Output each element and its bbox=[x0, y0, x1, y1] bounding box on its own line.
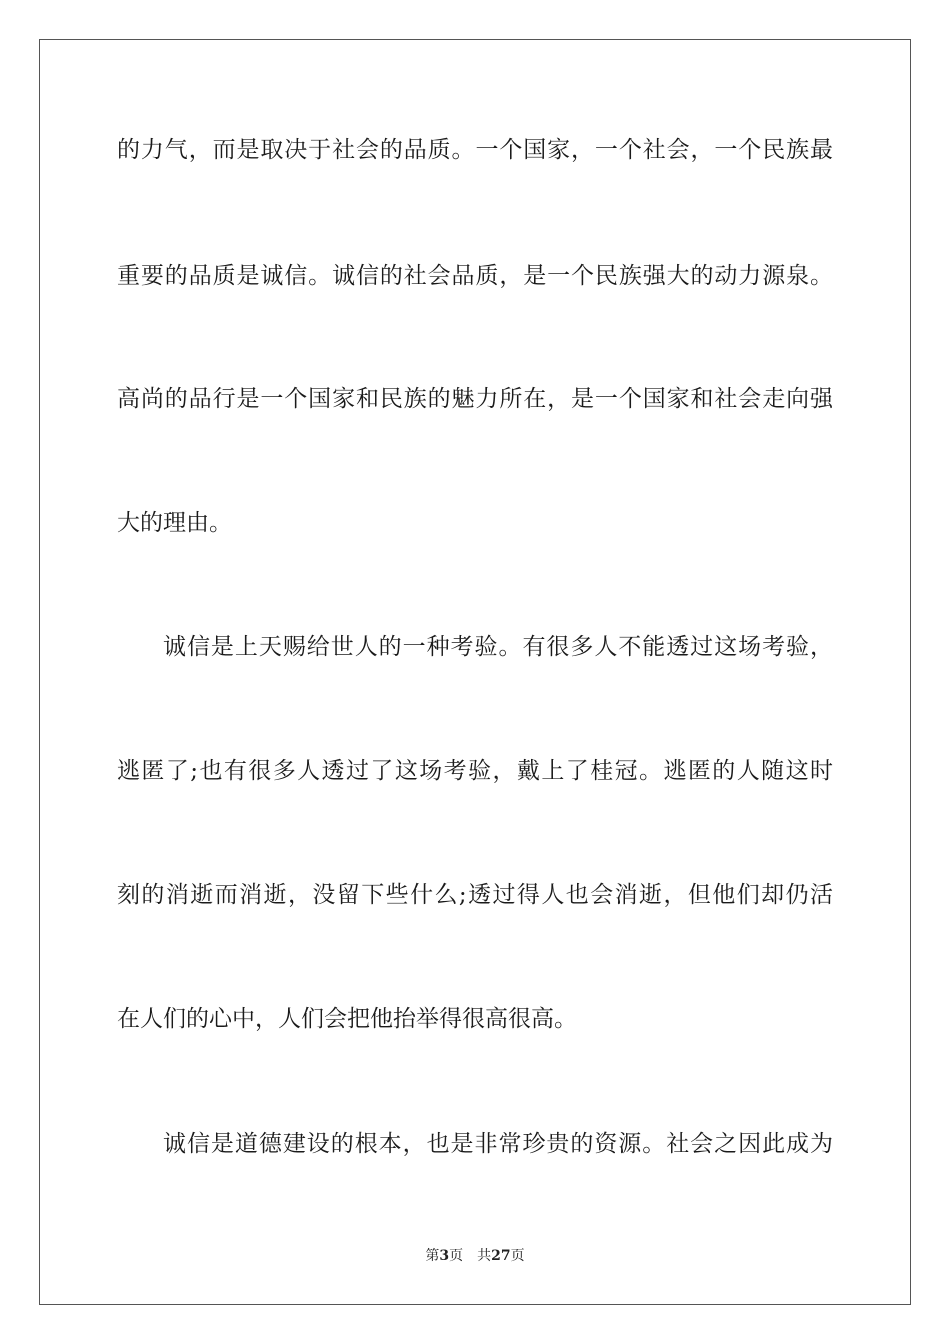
page-frame bbox=[39, 39, 911, 1305]
footer-total-pages: 27 bbox=[491, 1248, 511, 1264]
body-line-2: 重要的品质是诚信。诚信的社会品质，是一个民族强大的动力源泉。 bbox=[117, 263, 833, 289]
body-line-6: 逃匿了;也有很多人透过了这场考验，戴上了桂冠。逃匿的人随这时 bbox=[117, 758, 833, 784]
footer-page-suffix: 页 bbox=[449, 1248, 464, 1264]
body-line-9: 诚信是道德建设的根本，也是非常珍贵的资源。社会之因此成为 bbox=[163, 1131, 833, 1157]
body-line-8: 在人们的心中，人们会把他抬举得很高很高。 bbox=[117, 1006, 577, 1032]
footer-total-suffix: 页 bbox=[510, 1248, 525, 1264]
footer-page-prefix: 第 bbox=[425, 1248, 440, 1264]
body-line-1: 的力气，而是取决于社会的品质。一个国家，一个社会，一个民族最 bbox=[117, 137, 833, 163]
body-line-3: 高尚的品行是一个国家和民族的魅力所在，是一个国家和社会走向强 bbox=[117, 386, 833, 412]
footer-total-prefix: 共 bbox=[477, 1248, 492, 1264]
footer-page-number: 3 bbox=[439, 1248, 450, 1264]
body-line-7: 刻的消逝而消逝，没留下些什么;透过得人也会消逝，但他们却仍活 bbox=[117, 882, 833, 908]
body-line-4: 大的理由。 bbox=[117, 510, 232, 536]
page-footer bbox=[0, 1247, 950, 1265]
body-line-5: 诚信是上天赐给世人的一种考验。有很多人不能透过这场考验， bbox=[163, 634, 833, 660]
